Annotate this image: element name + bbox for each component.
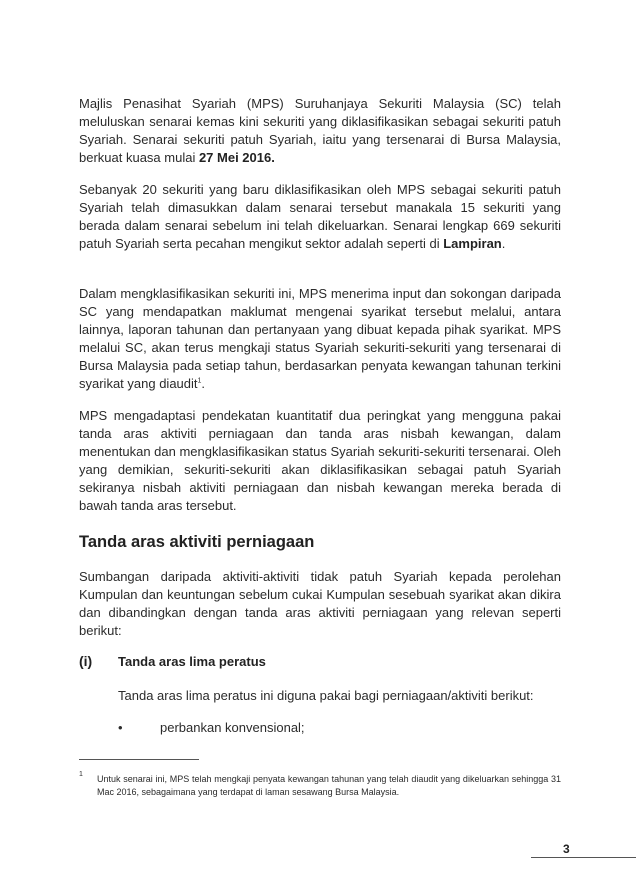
paragraph-1-text: Majlis Penasihat Syariah (MPS) Suruhanjaya Sekuriti Malaysia (SC) telah meluluskan senarai kemas kini sekuriti yang diklasifikasikan sebagai sekuriti patuh Syariah. Senarai sekuriti patuh Syariah, iaitu yang tersenarai di Bursa Malaysia, berkuat kuasa mulai — [79, 96, 561, 165]
paragraph-2 — [79, 181, 561, 253]
paragraph-2-text: Sebanyak 20 sekuriti yang baru diklasifikasikan oleh MPS sebagai sekuriti patuh Syariah telah dimasukkan dalam senarai tersebut manakala 15 sekuriti yang berada dalam senarai sebelum ini telah dikeluarkan. Senarai lengkap 669 sekuriti patuh Syariah serta pecahan mengikut sektor adalah seperti di — [79, 182, 561, 251]
subsection-title: Tanda aras lima peratus — [118, 654, 266, 669]
bullet-marker: • — [118, 720, 123, 735]
page-number-rule — [531, 857, 636, 858]
paragraph-2-end: . — [501, 236, 506, 251]
subsection-text: Tanda aras lima peratus ini diguna pakai bagi perniagaan/aktiviti berikut: — [118, 688, 534, 703]
paragraph-3 — [79, 285, 561, 393]
paragraph-1 — [79, 95, 561, 167]
footnote-text: Untuk senarai ini, MPS telah mengkaji penyata kewangan tahunan yang telah diaudit yang dikeluarkan sehingga 31 Mac 2016, sebagaimana yang terdapat di laman sesawang Bursa Malaysia. — [97, 774, 561, 797]
subsection-number: (i) — [79, 653, 93, 669]
page-number: 3 — [563, 842, 570, 856]
bullet-item: perbankan konvensional; — [160, 720, 305, 735]
paragraph-5: Sumbangan daripada aktiviti-aktiviti tidak patuh Syariah kepada perolehan Kumpulan dan keuntungan sebelum cukai Kumpulan sesebuah syarikat akan dikira dan dibandingkan dengan tanda aras aktiviti perniagaan yang relevan seperti berikut: — [79, 569, 561, 638]
paragraph-4: MPS mengadaptasi pendekatan kuantitatif dua peringkat yang mengguna pakai tanda aras aktiviti perniagaan dan tanda aras nisbah kewangan, dalam menentukan dan mengklasifikasikan status Syariah sekuriti-sekuriti tersenarai. Oleh yang demikian, sekuriti-sekuriti akan diklasifikasikan sebagai patuh Syariah sekiranya nisbah aktiviti perniagaan dan nisbah kewangan mereka berada di bawah tanda aras tersebut. — [79, 408, 561, 513]
section-heading: Tanda aras aktiviti perniagaan — [79, 533, 315, 551]
paragraph-3-text: Dalam mengklasifikasikan sekuriti ini, MPS menerima input dan sokongan daripada SC yang mendapatkan maklumat mengenai syarikat tersebut melalui, antara lainnya, laporan tahunan dan pertanyaan yang dibuat kepada pihak syarikat. MPS melalui SC, akan terus mengkaji status Syariah sekuriti-sekuriti yang tersenarai di Bursa Malaysia pada setiap tahun, berdasarkan penyata kewangan tahunan terkini syarikat yang diaudit — [79, 286, 561, 391]
footnote-divider — [79, 759, 199, 760]
footnote-number: 1 — [79, 771, 83, 778]
paragraph-3-end: . — [201, 376, 206, 391]
effective-date: 27 Mei 2016. — [198, 150, 275, 165]
appendix-reference: Lampiran — [443, 236, 502, 251]
footnote-reference: 1 — [197, 377, 202, 385]
